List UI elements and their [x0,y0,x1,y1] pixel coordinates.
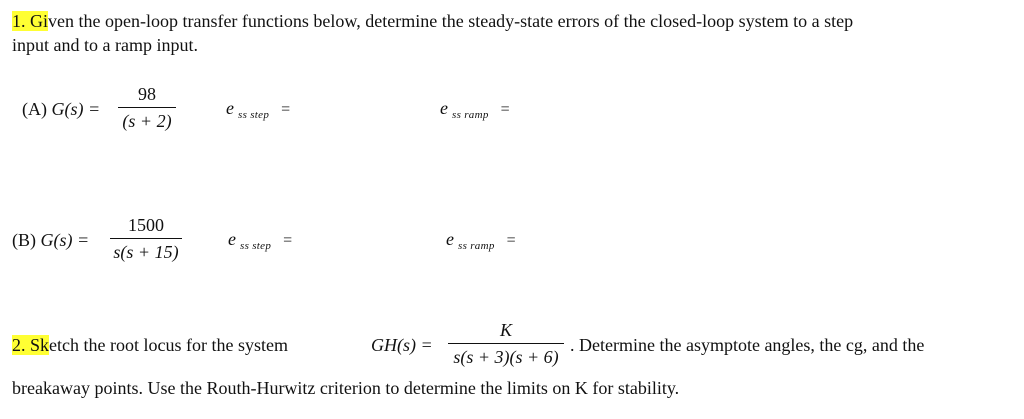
problem-2-text: etch the root locus for the system [49,335,288,355]
ess-step-subscript: ss step [238,109,270,121]
problem-2-denominator: s(s + 3)(s + 6) [453,347,559,367]
part-b-ess-ramp [446,229,516,250]
problem-1-highlight-text: Gi [30,11,48,31]
equals-sign: = [506,232,516,249]
ess-symbol: e [446,229,454,249]
part-b-fraction [110,215,182,262]
problem-2-highlight-text: Sk [30,335,50,355]
problem-2-line-2: breakaway points. Use the Routh-Hurwitz criterion to determine the limits on K for stability. [12,378,680,398]
part-b-fraction-bar [110,238,182,239]
part-a-fraction [118,84,176,131]
problem-1-line-1 [12,10,853,32]
part-a-fraction-bar [118,107,176,108]
problem-2-highlight [12,335,49,355]
problem-1-number: 1. [12,11,26,31]
part-b-denominator: s(s + 15) [113,242,179,262]
problem-2-after-tf: . Determine the asymptote angles, the cg, and the [570,335,925,355]
ess-ramp-subscript: ss ramp [458,240,495,252]
ess-ramp-subscript: ss ramp [452,109,489,121]
part-b-letter: (B) [12,230,36,250]
problem-2-fraction-bar [448,343,564,344]
part-b-ess-step [228,229,292,250]
part-a-ess-ramp [440,98,510,119]
ess-symbol: e [228,229,236,249]
part-b-label [12,229,89,251]
part-a-label [22,98,100,120]
part-a-letter: (A) [22,99,47,119]
equals-sign: = [281,101,291,118]
problem-2-tf-label: GH(s) = [371,335,433,355]
problem-2-numerator: K [499,320,512,340]
ess-step-subscript: ss step [240,240,272,252]
part-a-numerator: 98 [138,84,156,104]
part-b-function: G(s) = [40,230,90,250]
ess-symbol: e [440,98,448,118]
equals-sign: = [283,232,293,249]
problem-1-text: ven the open-loop transfer functions below, determine the steady-state errors of the closed-loop system to a step [48,11,854,31]
problem-2-line-1 [12,334,288,356]
problem-1-line-2: input and to a ramp input. [12,35,198,55]
problem-2-number: 2. [12,335,26,355]
part-a-ess-step [226,98,290,119]
problem-1-highlight [12,11,48,31]
equals-sign: = [500,101,510,118]
problem-2-fraction [448,320,564,367]
part-a-denominator: (s + 2) [122,111,172,131]
ess-symbol: e [226,98,234,118]
part-a-function: G(s) = [51,99,101,119]
part-b-numerator: 1500 [128,215,164,235]
